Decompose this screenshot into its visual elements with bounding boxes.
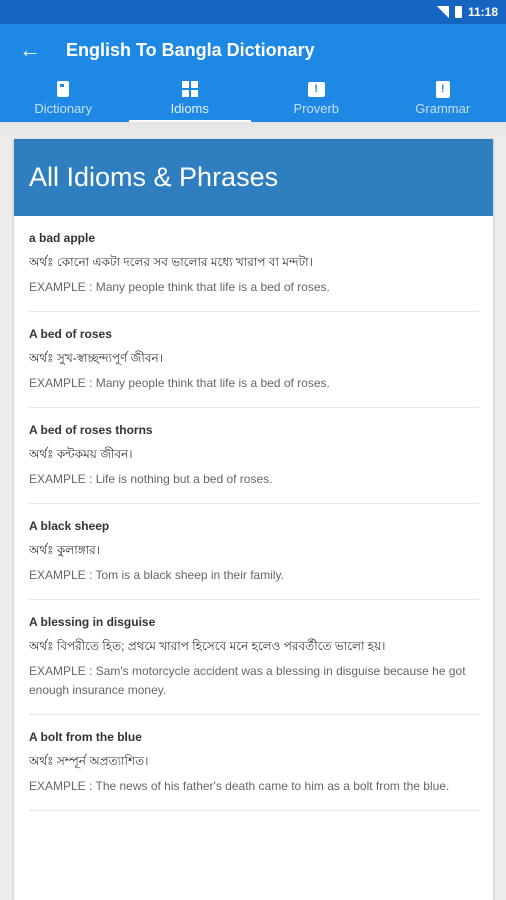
tab-label: Dictionary xyxy=(34,101,93,116)
message-icon: ! xyxy=(307,80,325,98)
tab-grammar[interactable] xyxy=(380,76,506,122)
idiom-meaning: অর্থঃ সম্পূর্ন অপ্রত্যাশিত। xyxy=(29,754,149,768)
tab-label: Grammar xyxy=(415,101,471,116)
tab-label: Proverb xyxy=(293,101,340,116)
list-item[interactable] xyxy=(29,408,479,504)
tab-bar xyxy=(0,76,506,122)
clipboard-icon: ! xyxy=(434,80,452,98)
idiom-example xyxy=(29,662,479,700)
status-bar xyxy=(0,0,506,24)
app-bar xyxy=(0,24,506,122)
example-label: EXAMPLE : xyxy=(29,779,93,793)
tab-label: Idioms xyxy=(170,101,209,116)
example-text: The news of his father's death came to him as a bolt from the blue. xyxy=(95,779,450,793)
idiom-example xyxy=(29,566,479,585)
appbar-shadow xyxy=(0,122,506,140)
idiom-meaning: অর্থঃ কোনো একটা দলের সব ভালোর মধ্যে খারাপ বা মন্দটা। xyxy=(29,255,313,269)
idiom-phrase: A black sheep xyxy=(29,519,110,533)
back-arrow-icon[interactable]: ← xyxy=(19,37,41,62)
app-title: English To Bangla Dictionary xyxy=(66,39,315,60)
example-text: Tom is a black sheep in their family. xyxy=(95,568,285,582)
idiom-phrase: A bolt from the blue xyxy=(29,730,142,744)
idiom-meaning: অর্থঃ বিপরীতে হিত; প্রথমে খারাপ হিসেবে মনে হলেও পরবর্তীতে ভালো হয়। xyxy=(29,639,386,653)
list-item[interactable] xyxy=(29,312,479,408)
idiom-list[interactable] xyxy=(14,216,493,811)
idiom-phrase: A blessing in disguise xyxy=(29,615,156,629)
example-label: EXAMPLE : xyxy=(29,376,93,390)
idiom-meaning: অর্থঃ কুলাঙ্গার। xyxy=(29,543,101,557)
tab-dictionary[interactable] xyxy=(0,76,127,122)
example-text: Many people think that life is a bed of roses. xyxy=(95,280,330,294)
idiom-example xyxy=(29,374,479,393)
list-item[interactable] xyxy=(29,504,479,600)
idiom-phrase: A bed of roses thorns xyxy=(29,423,153,437)
example-text: Life is nothing but a bed of roses. xyxy=(95,472,273,486)
idioms-card xyxy=(14,139,493,900)
idiom-meaning: অর্থঃ সুখ-স্বাচ্ছন্দ্যপূর্ণ জীবন। xyxy=(29,351,163,365)
example-label: EXAMPLE : xyxy=(29,568,93,582)
idiom-meaning: অর্থঃ কন্টকময় জীবন। xyxy=(29,447,133,461)
list-item[interactable] xyxy=(29,216,479,312)
idiom-example xyxy=(29,777,479,796)
tab-proverb[interactable] xyxy=(253,76,380,122)
status-time: 11:18 xyxy=(467,5,498,19)
list-item[interactable] xyxy=(29,715,479,811)
book-icon xyxy=(54,80,72,98)
signal-icon xyxy=(437,6,449,18)
idiom-example xyxy=(29,470,479,489)
example-label: EXAMPLE : xyxy=(29,280,93,294)
example-text: Many people think that life is a bed of roses. xyxy=(95,376,330,390)
example-label: EXAMPLE : xyxy=(29,664,93,678)
card-title: All Idioms & Phrases xyxy=(29,162,279,192)
tab-idioms[interactable] xyxy=(127,76,254,122)
idiom-phrase: a bad apple xyxy=(29,231,96,245)
example-label: EXAMPLE : xyxy=(29,472,93,486)
example-text: Sam's motorcycle accident was a blessing in disguise because he got enough insurance money. xyxy=(29,664,466,697)
idiom-example xyxy=(29,278,479,297)
list-item[interactable] xyxy=(29,600,479,715)
battery-icon xyxy=(455,6,462,18)
card-header xyxy=(14,139,493,216)
idiom-phrase: A bed of roses xyxy=(29,327,112,341)
grid-icon xyxy=(181,80,199,98)
